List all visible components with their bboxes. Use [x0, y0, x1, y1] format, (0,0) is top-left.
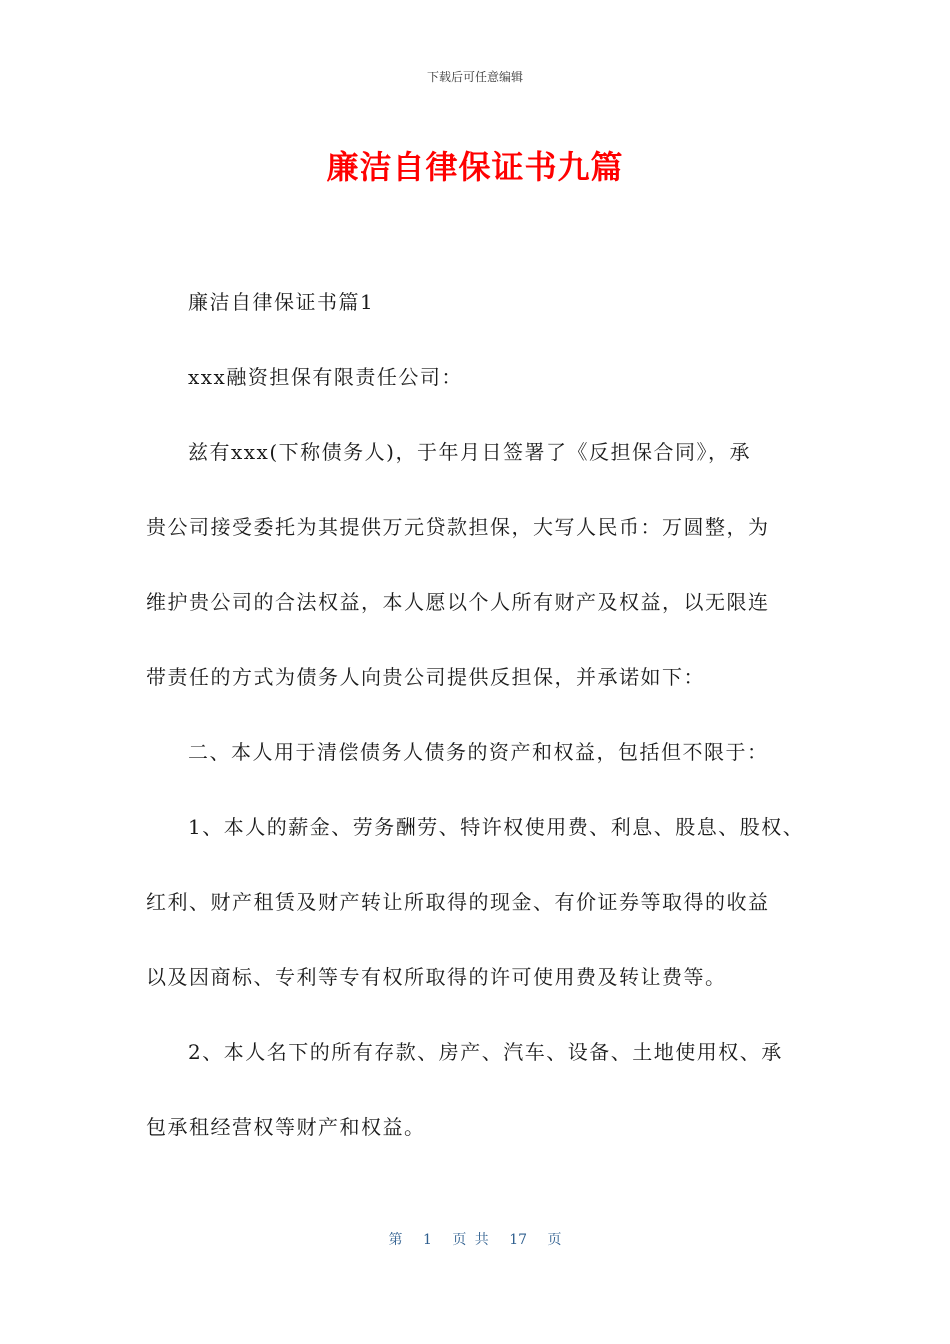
paragraph-line: 兹有xxx(下称债务人)，于年月日签署了《反担保合同》，承 [188, 440, 751, 464]
page-mid: 页 共 [452, 1232, 489, 1248]
section-heading: 廉洁自律保证书篇1 [188, 290, 375, 314]
header-note: 下载后可任意编辑 [426, 70, 523, 84]
paragraph-line: 维护贵公司的合法权益，本人愿以个人所有财产及权益，以无限连 [146, 590, 770, 614]
paragraph-line: 红利、财产租赁及财产转让所取得的现金、有价证券等取得的收益 [146, 890, 770, 914]
document-title: 廉洁自律保证书九篇 [326, 148, 624, 186]
page-footer [0, 1229, 950, 1249]
page-suffix: 页 [547, 1232, 562, 1248]
total-pages: 17 [509, 1232, 528, 1248]
paragraph-line: 包承租经营权等财产和权益。 [146, 1115, 426, 1139]
page-number: 1 [422, 1232, 432, 1248]
page-prefix: 第 [388, 1232, 403, 1248]
paragraph-line: 贵公司接受委托为其提供万元贷款担保，大写人民币：万圆整，为 [146, 515, 770, 539]
addressee-line: xxx融资担保有限责任公司： [188, 365, 463, 389]
paragraph-line: 2、本人名下的所有存款、房产、汽车、设备、土地使用权、承 [188, 1040, 783, 1064]
paragraph-line: 以及因商标、专利等专有权所取得的许可使用费及转让费等。 [146, 965, 727, 989]
paragraph-line: 带责任的方式为债务人向贵公司提供反担保，并承诺如下： [146, 665, 705, 689]
paragraph-line: 1、本人的薪金、劳务酬劳、特许权使用费、利息、股息、股权、 [188, 815, 805, 839]
paragraph-line: 二、本人用于清偿债务人债务的资产和权益，包括但不限于： [188, 740, 769, 764]
